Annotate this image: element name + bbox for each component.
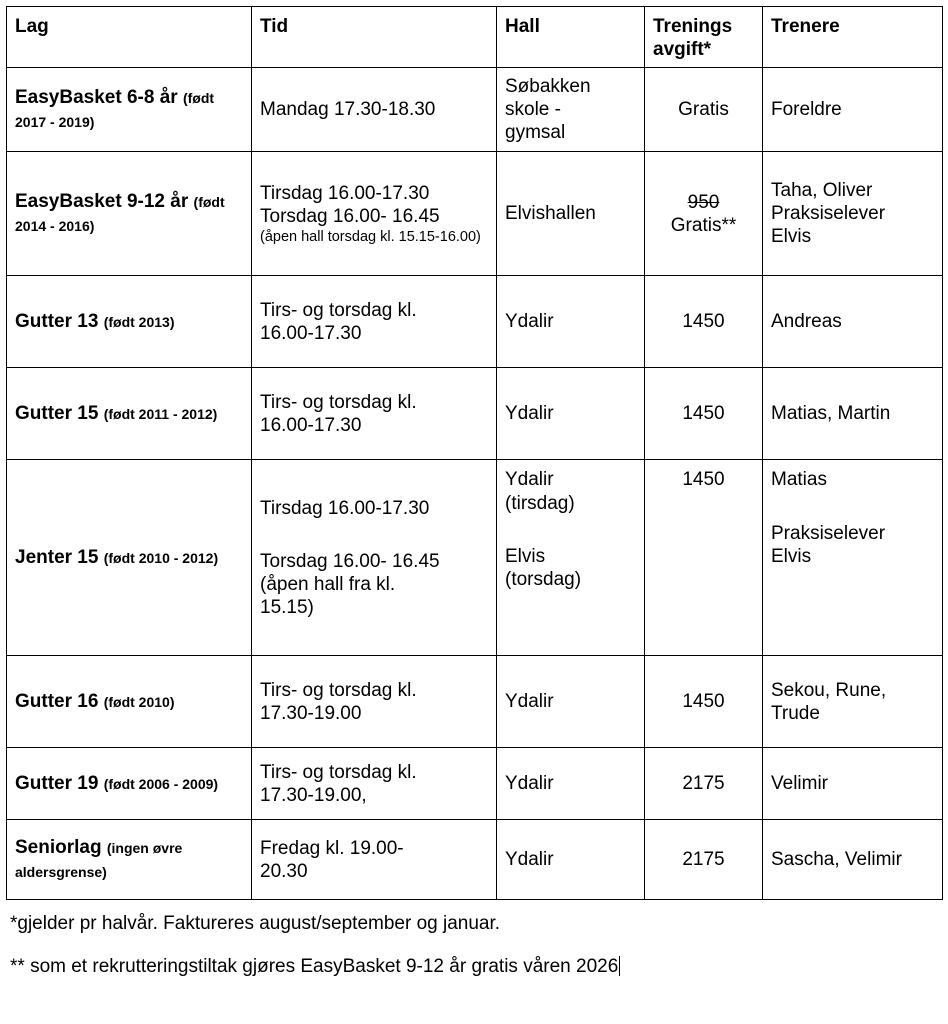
table-header-row: [7, 7, 943, 68]
cell-lag: [7, 276, 252, 368]
training-schedule-table: [6, 6, 943, 900]
cell-lag: [7, 748, 252, 820]
team-birthyears: (født 2010 - 2012): [103, 549, 219, 566]
hall-line: Ydalir: [505, 691, 554, 713]
hall-line: Elvis: [505, 545, 546, 567]
column-header-trenere: Trenere: [763, 7, 943, 68]
time-line: Mandag 17.30-18.30: [260, 99, 436, 121]
coach-line: Matias: [771, 469, 827, 491]
time-note: (åpen hall torsdag kl. 15.15-16.00): [260, 228, 481, 245]
table-row: [7, 276, 943, 368]
cell-coaches: [763, 820, 943, 900]
time-line: 17.30-19.00,: [260, 784, 367, 806]
cell-hall: [497, 152, 645, 276]
team-name: Gutter 16: [15, 690, 99, 712]
table-row: [7, 820, 943, 900]
cell-coaches: [763, 68, 943, 152]
cell-coaches: [763, 748, 943, 820]
time-line: Torsdag 16.00- 16.45: [260, 205, 440, 227]
cell-fee: [645, 460, 763, 656]
cell-fee: [645, 748, 763, 820]
time-line: Tirs- og torsdag kl.: [260, 761, 417, 783]
cell-fee: [645, 152, 763, 276]
team-birthyears: (født 2006 - 2009): [103, 775, 219, 792]
team-birthyears: (født 2011 - 2012): [103, 405, 218, 422]
hall-line: (tirsdag): [505, 492, 575, 514]
cell-lag: [7, 820, 252, 900]
cell-hall: [497, 748, 645, 820]
time-line: (åpen hall fra kl.: [260, 573, 396, 595]
cell-tid: [252, 368, 497, 460]
fee-old-value: 950: [687, 191, 720, 213]
hall-line: Ydalir: [505, 773, 554, 795]
hall-line: skole -: [505, 99, 561, 121]
cell-tid: [252, 656, 497, 748]
table-row: [7, 152, 943, 276]
cell-lag: [7, 460, 252, 656]
cell-fee: [645, 368, 763, 460]
cell-hall: [497, 656, 645, 748]
time-line: Fredag kl. 19.00-: [260, 837, 404, 859]
time-line: 16.00-17.30: [260, 322, 362, 344]
coach-line: Matias, Martin: [771, 403, 891, 425]
fee-value: 2175: [682, 849, 725, 871]
fee-value: 1450: [682, 403, 725, 425]
coach-line: Foreldre: [771, 99, 842, 121]
hall-line: Ydalir: [505, 469, 554, 491]
cell-coaches: [763, 276, 943, 368]
team-birthyears: (født 2014 - 2016): [15, 194, 225, 235]
team-name: Jenter 15: [15, 546, 99, 568]
cell-hall: [497, 460, 645, 656]
coach-line: Trude: [771, 702, 820, 724]
time-line: Tirs- og torsdag kl.: [260, 299, 417, 321]
coach-line: Taha, Oliver: [771, 180, 873, 202]
cell-lag: [7, 368, 252, 460]
column-header-lag: Lag: [7, 7, 252, 68]
footnote-recruitment-text: ** som et rekrutteringstiltak gjøres EasyBasket 9-12 år gratis våren 2026: [10, 956, 619, 978]
time-line: Tirsdag 16.00-17.30: [260, 497, 430, 519]
hall-line: Ydalir: [505, 311, 554, 333]
cell-tid: [252, 748, 497, 820]
time-line: Tirsdag 16.00-17.30: [260, 182, 430, 204]
cell-hall: [497, 368, 645, 460]
cell-fee: [645, 68, 763, 152]
coach-line: Velimir: [771, 773, 829, 795]
team-birthyears: (ingen øvre aldersgrense): [15, 840, 183, 881]
column-header-hall: Hall: [497, 7, 645, 68]
cell-fee: [645, 820, 763, 900]
column-header-tid: Tid: [252, 7, 497, 68]
time-line: Tirs- og torsdag kl.: [260, 679, 417, 701]
team-name: Seniorlag: [15, 837, 102, 859]
time-line: Torsdag 16.00- 16.45: [260, 550, 440, 572]
time-line: 16.00-17.30: [260, 414, 362, 436]
coach-line: Sascha, Velimir: [771, 849, 902, 871]
table-row: [7, 656, 943, 748]
cell-tid: [252, 152, 497, 276]
hall-line: (torsdag): [505, 568, 582, 590]
cell-tid: [252, 460, 497, 656]
time-line: 20.30: [260, 860, 308, 882]
cell-coaches: [763, 368, 943, 460]
table-row: [7, 748, 943, 820]
cell-coaches: [763, 656, 943, 748]
column-header-treningsavgift-line2: avgift*: [653, 39, 712, 61]
cell-tid: [252, 820, 497, 900]
cell-hall: [497, 820, 645, 900]
cell-coaches: [763, 460, 943, 656]
footnote-recruitment: [10, 955, 946, 980]
coach-line: Elvis: [771, 545, 812, 567]
coach-line: Andreas: [771, 311, 842, 333]
fee-value: Gratis**: [670, 214, 737, 236]
cell-hall: [497, 276, 645, 368]
time-line: Tirs- og torsdag kl.: [260, 391, 417, 413]
coach-line: Elvis: [771, 226, 812, 248]
spacer: [505, 515, 636, 545]
team-birthyears: (født 2013): [103, 313, 175, 330]
hall-line: Ydalir: [505, 403, 554, 425]
cell-lag: [7, 68, 252, 152]
hall-line: gymsal: [505, 122, 566, 144]
fee-value: 1450: [682, 311, 725, 333]
cell-tid: [252, 276, 497, 368]
fee-value: Gratis: [678, 99, 729, 121]
table-row: [7, 460, 943, 656]
cell-fee: [645, 656, 763, 748]
time-line: 17.30-19.00: [260, 702, 362, 724]
hall-line: Ydalir: [505, 849, 554, 871]
coach-line: Sekou, Rune,: [771, 679, 887, 701]
cell-tid: [252, 68, 497, 152]
hall-line: Søbakken: [505, 76, 591, 98]
fee-value: 1450: [682, 469, 725, 491]
column-header-treningsavgift-line1: Trenings: [653, 16, 733, 37]
cell-lag: [7, 152, 252, 276]
cell-lag: [7, 656, 252, 748]
text-cursor: [619, 956, 620, 976]
coach-line: Praksiselever: [771, 522, 886, 544]
spacer: [771, 492, 934, 522]
team-name: EasyBasket 9-12 år: [15, 191, 189, 213]
team-name: Gutter 19: [15, 772, 99, 794]
fee-value: 1450: [682, 691, 725, 713]
time-line: 15.15): [260, 597, 314, 619]
team-birthyears: (født 2017 - 2019): [15, 90, 215, 131]
team-name: EasyBasket 6-8 år: [15, 87, 178, 109]
cell-coaches: [763, 152, 943, 276]
column-header-treningsavgift: [645, 7, 763, 68]
fee-value: 2175: [682, 773, 725, 795]
hall-line: Elvishallen: [505, 203, 596, 225]
coach-line: Praksiselever: [771, 203, 886, 225]
cell-hall: [497, 68, 645, 152]
cell-fee: [645, 276, 763, 368]
team-name: Gutter 13: [15, 310, 99, 332]
team-birthyears: (født 2010): [103, 693, 175, 710]
team-name: Gutter 15: [15, 402, 99, 424]
table-row: [7, 368, 943, 460]
table-row: [7, 68, 943, 152]
footnote-fee: *gjelder pr halvår. Faktureres august/september og januar.: [10, 913, 501, 935]
spacer: [260, 520, 488, 550]
